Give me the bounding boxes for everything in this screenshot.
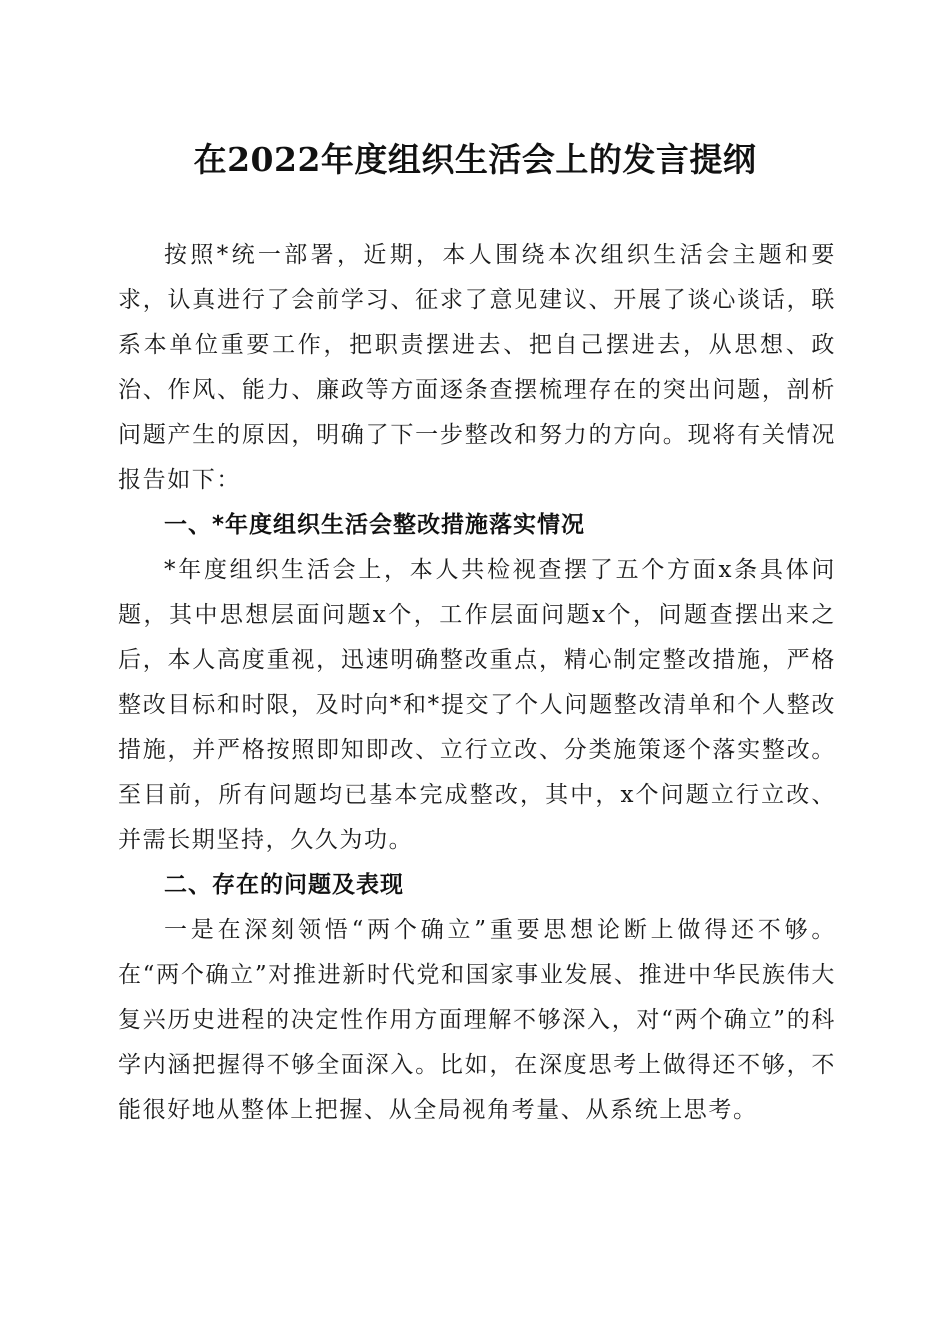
intro-paragraph: 按照*统一部署，近期，本人围绕本次组织生活会主题和要求，认真进行了会前学习、征求了意见建议、开展了谈心谈话，联系本单位重要工作，把职责摆进去、把自己摆进去，从思想、政治、作风、能力、廉政等方面逐条查摆梳理存在的突出问题，剖析问题产生的原因，明确了下一步整改和努力的方向。现将有关情况报告如下：	[118, 242, 836, 493]
section-1-paragraph: *年度组织生活会上，本人共检视查摆了五个方面x条具体问题，其中思想层面问题x个，工作层面问题x个，问题查摆出来之后，本人高度重视，迅速明确整改重点，精心制定整改措施，严格整改目标和时限，及时向*和*提交了个人问题整改清单和个人整改措施，并严格按照即知即改、立行立改、分类施策逐个落实整改。至目前，所有问题均已基本完成整改，其中，x个问题立行立改、并需长期坚持，久久为功。	[118, 557, 836, 853]
section-2-paragraph: 一是在深刻领悟“两个确立”重要思想论断上做得还不够。在“两个确立”对推进新时代党和国家事业发展、推进中华民族伟大复兴历史进程的决定性作用方面理解不够深入，对“两个确立”的科学内涵把握得不够全面深入。比如，在深度思考上做得还不够，不能很好地从整体上把握、从全局视角考量、从系统上思考。	[118, 917, 836, 1123]
document-body	[118, 233, 836, 1133]
document-title: 在2022年度组织生活会上的发言提纲	[193, 140, 757, 179]
section-heading-1: 一、*年度组织生活会整改措施落实情况	[164, 512, 586, 538]
section-heading-2: 二、存在的问题及表现	[164, 872, 404, 898]
